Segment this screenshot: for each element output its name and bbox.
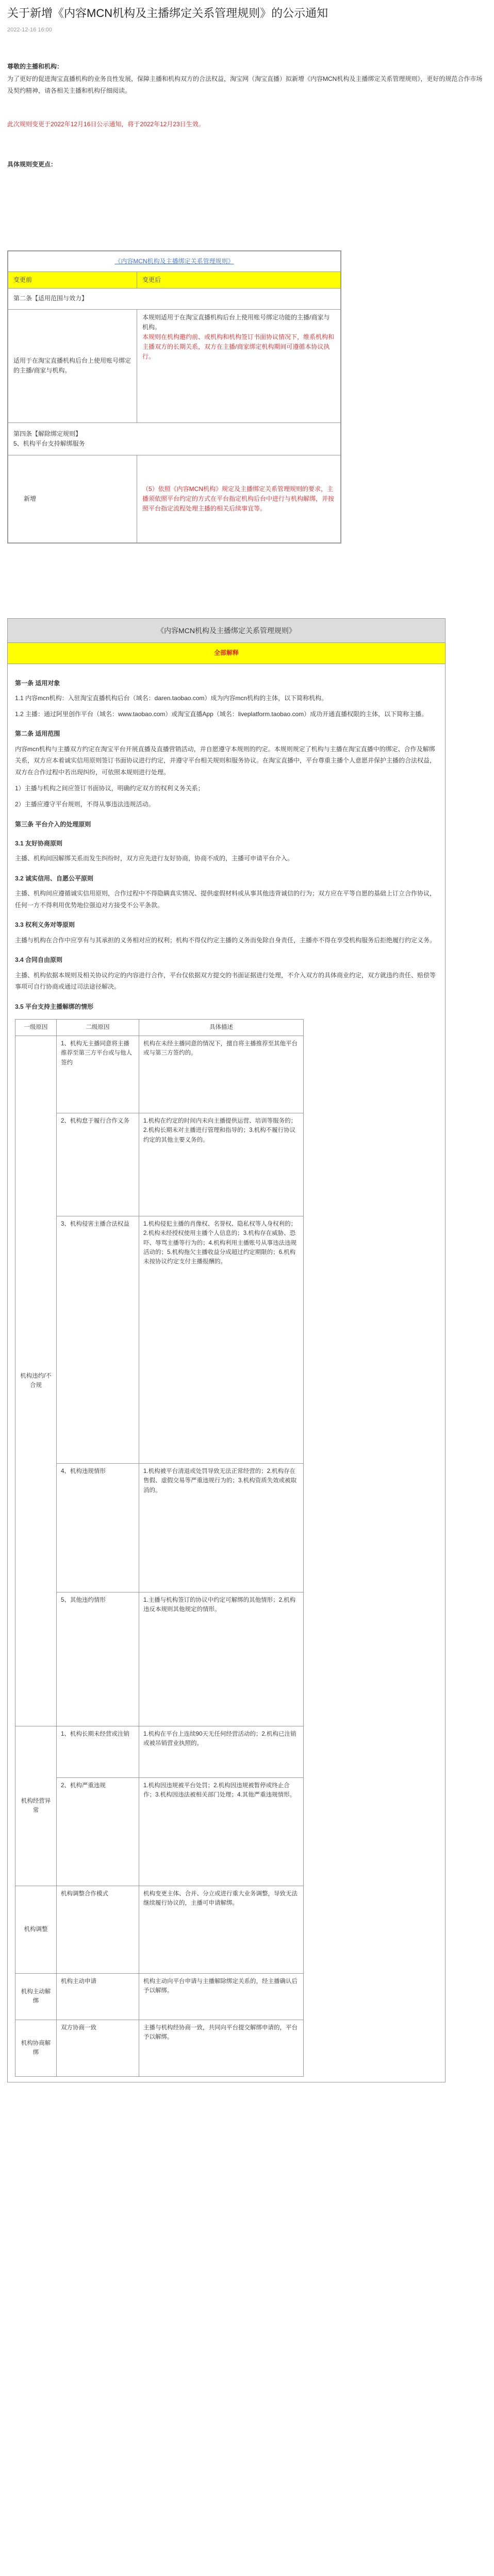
level2-cell: 1、机构无主播同意将主播推荐至第三方平台或与他人签约 — [57, 1036, 139, 1113]
before-text: 适用于在淘宝直播机构后台上使用账号绑定的主播/商家与机构。 — [8, 309, 137, 422]
col-after: 变更后 — [137, 272, 341, 289]
doc-title: 《内容MCN机构及主播绑定关系管理规则》 — [8, 619, 445, 643]
chapter-heading: 第三条 平台介入的处理原则 — [15, 820, 91, 828]
greeting: 尊敬的主播和机构： — [7, 63, 63, 70]
paragraph: 主播与机构在合作中应享有与其承担的义务相对应的权利；机构不得仅约定主播的义务而免除自身责任，主播亦不得在享受机构服务后拒绝履行约定义务。 — [15, 936, 436, 944]
th-level1: 一级原因 — [15, 1020, 57, 1036]
desc-cell: 1.主播与机构签订的协议中约定可解绑的其他情形；2.机构违反本规则其他规定的情形。 — [139, 1592, 304, 1726]
page-title: 关于新增《内容MCN机构及主播绑定关系管理规则》的公示通知 — [7, 7, 328, 20]
level1-cell: 机构违约/不合规 — [15, 1036, 57, 1726]
intro-body: 为了更好的促进淘宝直播机构的业务良性发展，保障主播和机构双方的合法权益，淘宝网（淘宝直播）拟新增《内容MCN机构及主播绑定关系管理规则》，更好的规范合作市场及契约精神，请各相关主播和机构仔细阅读。 — [7, 75, 483, 94]
rule-link[interactable]: 《内容MCN机构及主播绑定关系管理规则》 — [114, 258, 234, 265]
level2-cell: 3、机构侵害主播合法权益 — [57, 1216, 139, 1463]
level2-cell: 2、机构怠于履行合作义务 — [57, 1113, 139, 1216]
paragraph: 2）主播应遵守平台规则，不得从事违法违规活动。 — [15, 800, 155, 808]
paragraph: 主播、机构间因解绑关系而发生纠纷时，双方应先进行友好协商，协商不成的，主播可申请平台介入。 — [15, 854, 294, 862]
section-label: 第四条【解除绑定规则】 — [13, 430, 82, 437]
after-text-red: 本规则在机构邀约前、或机构和机构签订书面协议情况下，维系机构和主播双方的长期关系，双方在主播/商家绑定机构期间可遵循本协议执行。 — [142, 333, 335, 361]
rule-document — [7, 618, 446, 2082]
section-label: 第二条【适用范围与效力】 — [8, 289, 341, 309]
desc-cell: 1.机构在平台上连续90天无任何经营活动的；2.机构已注销或被吊销营业执照的。 — [139, 1726, 304, 1777]
paragraph: 主播、机构依据本规则及相关协议约定的内容进行合作，平台仅依据双方提交的书面证据进行处理，不介入双方的具体商业约定，双方就违约责任、赔偿等事项可自行协商或通过司法途径解决。 — [15, 971, 436, 991]
after-new-text: （5）依照《内容MCN机构》规定及主播绑定关系管理规则的要求，主播须依照平台约定的方式在平台指定机构后台中进行与机构解绑，并按照平台指定流程处理主播的相关后续事宜等。 — [137, 455, 341, 543]
publish-date: 2022-12-16 16:00 — [7, 27, 52, 33]
chapter-heading: 第一条 适用对象 — [15, 679, 60, 687]
paragraph: 主播、机构间应遵循诚实信用原则，合作过程中不得隐瞒真实情况、提供虚假材料或从事其他违背诚信的行为；双方应在平等自愿的基础上订立合作协议，任何一方不得利用优势地位强迫对方接受不公平条款。 — [15, 889, 436, 909]
th-level2: 二级原因 — [57, 1020, 139, 1036]
change-table — [7, 250, 341, 544]
section-heading: 3.5 平台支持主播解绑的情形 — [15, 1003, 94, 1011]
paragraph: 1.2 主播：通过阿里创作平台（域名：www.taobao.com）或淘宝直播App（域名：liveplatform.taobao.com）成功开通直播权限的主体，以下简称主播。 — [15, 710, 428, 718]
level2-cell: 机构主动申请 — [57, 1973, 139, 2020]
paragraph: 1.1 内容mcn机构：入驻淘宝直播机构后台（域名：daren.taobao.com）成为内容mcn机构的主体，以下简称机构。 — [15, 694, 328, 702]
paragraph: 1）主播与机构之间应签订书面协议，明确约定双方的权利义务关系； — [15, 784, 204, 792]
details-label: 具体规则变更点： — [7, 161, 57, 168]
level2-cell: 1、机构长期未经营或注销 — [57, 1726, 139, 1777]
after-text: 本规则适用于在淘宝直播机构后台上使用账号绑定功能的主播/商家与机构。 — [142, 313, 330, 331]
new-label: 新增 — [8, 455, 137, 543]
chapter-heading: 第二条 适用范围 — [15, 730, 60, 738]
section-heading: 3.3 权利义务对等原则 — [15, 921, 75, 929]
level2-cell: 4、机构违规情形 — [57, 1463, 139, 1592]
level2-cell: 双方协商一致 — [57, 2020, 139, 2076]
level1-cell: 机构调整 — [15, 1886, 57, 1973]
desc-cell: 机构主动向平台申请与主播解除绑定关系的，经主播确认后予以解绑。 — [139, 1973, 304, 2020]
level1-cell: 机构协商解绑 — [15, 2020, 57, 2076]
doc-subtitle: 全部解释 — [8, 643, 445, 664]
section-heading: 3.4 合同自由原则 — [15, 956, 63, 964]
level1-cell: 机构经营异常 — [15, 1726, 57, 1886]
desc-cell: 1.机构因违规被平台处罚；2.机构因违规被暂停或终止合作；3.机构因违法被相关部门处理；4.其他严重违规情形。 — [139, 1777, 304, 1886]
desc-cell: 1.机构在约定的时间内未向主播提供运营、培训等服务的；2.机构长期未对主播进行管理和指导的；3.机构不履行协议约定的其他主要义务的。 — [139, 1113, 304, 1216]
desc-cell: 1.机构侵犯主播的肖像权、名誉权、隐私权等人身权利的；2.机构未经授权使用主播个人信息的；3.机构存在威胁、恐吓、辱骂主播等行为的；4.机构利用主播账号从事违法违规活动的；5.机构拖欠主播收益分成超过约定期限的；6.机构未按协议约定支付主播报酬的。 — [139, 1216, 304, 1463]
desc-cell: 1.机构被平台清退或处罚导致无法正常经营的；2.机构存在售假、虚假交易等严重违规行为的；3.机构资质失效或被取消的。 — [139, 1463, 304, 1592]
desc-cell: 机构变更主体、合并、分立或进行重大业务调整，导致无法继续履行协议的，主播可申请解绑。 — [139, 1886, 304, 1973]
section-heading: 3.1 友好协商原则 — [15, 839, 63, 847]
unbind-table — [15, 1019, 304, 2076]
section-sub: 5、机构平台支持解绑服务 — [13, 439, 85, 447]
desc-cell: 主播与机构经协商一致，共同向平台提交解绑申请的，平台予以解绑。 — [139, 2020, 304, 2076]
level2-cell: 5、其他违约情形 — [57, 1592, 139, 1726]
th-desc: 具体描述 — [139, 1020, 304, 1036]
desc-cell: 机构在未经主播同意的情况下，擅自将主播推荐至其他平台或与第三方签约的。 — [139, 1036, 304, 1113]
col-before: 变更前 — [8, 272, 137, 289]
paragraph: 内容mcn机构与主播双方约定在淘宝平台开展直播及直播营销活动，并自愿遵守本规则的约定。本规则规定了机构与主播在淘宝直播中的绑定、合作及解绑关系，双方应本着诚实信用原则签订书面协议进行约定，并遵守平台相关规则和服务协议。在淘宝直播中，平台尊重主播个人意愿并保护主播的合法权益，双方在合作过程中若出现纠纷，可依照本规则进行处理。 — [15, 745, 436, 776]
level2-cell: 机构调整合作模式 — [57, 1886, 139, 1973]
effective-notice: 此次规则变更于2022年12月16日公示通知，将于2022年12月23日生效。 — [7, 121, 205, 128]
section-heading: 3.2 诚实信用、自愿公平原则 — [15, 874, 94, 882]
level2-cell: 2、机构严重违规 — [57, 1777, 139, 1886]
level1-cell: 机构主动解绑 — [15, 1973, 57, 2020]
